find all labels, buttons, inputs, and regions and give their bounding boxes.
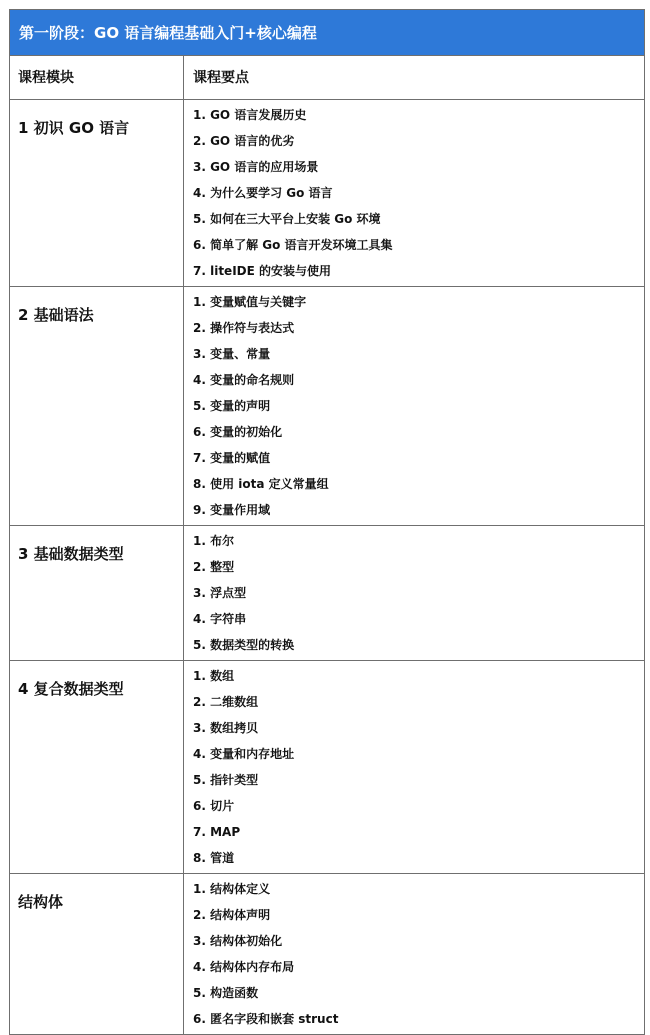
course-point: 8. 使用 iota 定义常量组 (193, 477, 329, 491)
module-points (184, 100, 644, 286)
course-point: 5. 构造函数 (193, 986, 259, 1000)
course-point: 1. 数组 (193, 669, 235, 683)
course-point: 4. 结构体内存布局 (193, 960, 295, 974)
course-point: 3. GO 语言的应用场景 (193, 160, 319, 174)
course-point: 5. 如何在三大平台上安装 Go 环境 (193, 212, 381, 226)
module-points (184, 287, 644, 525)
course-point: 6. 变量的初始化 (193, 425, 283, 439)
course-point: 1. 结构体定义 (193, 882, 271, 896)
module-row (10, 874, 644, 1034)
course-point: 6. 简单了解 Go 语言开发环境工具集 (193, 238, 393, 252)
course-point: 4. 字符串 (193, 612, 247, 626)
stage-title: 第一阶段：GO 语言编程基础入门+核心编程 (10, 10, 644, 56)
course-point: 9. 变量作用域 (193, 503, 271, 517)
module-name: 2 基础语法 (10, 287, 184, 525)
course-point: 4. 变量和内存地址 (193, 747, 295, 761)
course-point: 5. 变量的声明 (193, 399, 271, 413)
module-points (184, 661, 644, 873)
course-point: 1. GO 语言发展历史 (193, 108, 307, 122)
course-point: 2. 二维数组 (193, 695, 259, 709)
module-points (184, 526, 644, 660)
course-point: 2. 操作符与表达式 (193, 321, 295, 335)
course-point: 6. 匿名字段和嵌套 struct (193, 1012, 339, 1026)
course-point: 3. 结构体初始化 (193, 934, 283, 948)
course-point: 1. 布尔 (193, 534, 235, 548)
module-row (10, 287, 644, 526)
module-row (10, 661, 644, 874)
module-row (10, 526, 644, 661)
course-point: 7. liteIDE 的安装与使用 (193, 264, 331, 278)
module-points (184, 874, 644, 1034)
module-name: 4 复合数据类型 (10, 661, 184, 873)
course-point: 5. 数据类型的转换 (193, 638, 295, 652)
course-point: 4. 变量的命名规则 (193, 373, 295, 387)
module-row (10, 100, 644, 287)
course-point: 2. 整型 (193, 560, 235, 574)
course-point: 7. MAP (193, 825, 241, 839)
course-point: 2. GO 语言的优劣 (193, 134, 295, 148)
module-name: 结构体 (10, 874, 184, 1034)
module-column-header: 课程模块 (10, 56, 184, 99)
table-header-row (10, 56, 644, 100)
module-name: 3 基础数据类型 (10, 526, 184, 660)
curriculum-table (9, 9, 645, 1035)
course-point: 3. 浮点型 (193, 586, 247, 600)
course-point: 1. 变量赋值与关键字 (193, 295, 307, 309)
course-point: 6. 切片 (193, 799, 235, 813)
course-point: 3. 数组拷贝 (193, 721, 259, 735)
course-point: 3. 变量、常量 (193, 347, 271, 361)
points-column-header: 课程要点 (193, 70, 249, 86)
course-point: 8. 管道 (193, 851, 235, 865)
module-name: 1 初识 GO 语言 (10, 100, 184, 286)
course-point: 7. 变量的赋值 (193, 451, 271, 465)
course-point: 4. 为什么要学习 Go 语言 (193, 186, 333, 200)
course-point: 2. 结构体声明 (193, 908, 271, 922)
course-point: 5. 指针类型 (193, 773, 259, 787)
